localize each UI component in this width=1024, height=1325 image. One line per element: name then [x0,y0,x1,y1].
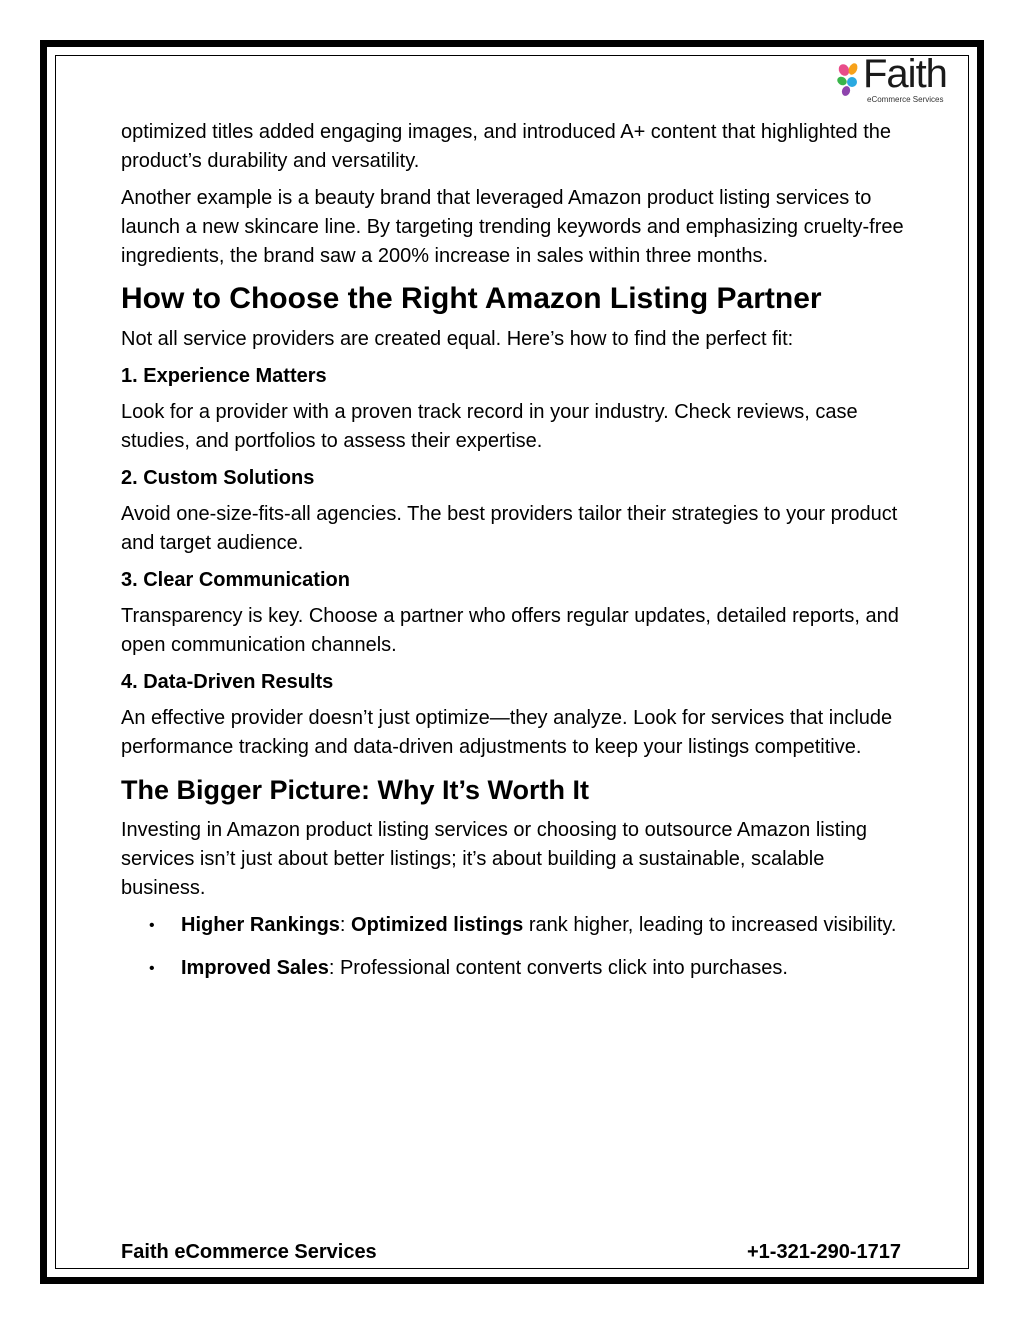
benefits-list [121,911,911,983]
bullet-icon: • [149,960,155,977]
logo-wordmark: Faith [863,52,947,96]
paragraph-data-driven: An effective provider doesn’t just optimize—they analyze. Look for services that include performance tracking and data-driven adjustments to keep your listings competitive. [121,707,893,758]
bullet-label: Improved Sales [181,957,329,979]
bullet-separator: : [339,914,352,936]
bullet-separator: : [328,957,340,979]
page-footer [121,1238,901,1266]
flower-logo-icon [835,60,863,100]
section-intro-partner: Not all service providers are created equal. Here’s how to find the perfect fit: [121,328,794,350]
subheading-experience: 1. Experience Matters [121,365,327,387]
subheading-data-driven: 4. Data-Driven Results [121,671,334,693]
logo-tagline: eCommerce Services [867,95,944,104]
faith-logo [835,52,965,108]
paragraph-communication: Transparency is key. Choose a partner who offers regular updates, detailed reports, and open communication channels. [121,605,899,656]
section-heading-bigger-picture: The Bigger Picture: Why It’s Worth It [121,775,590,805]
paragraph-custom-solutions: Avoid one-size-fits-all agencies. The best providers tailor their strategies to your product and target audience. [121,503,898,554]
list-item [121,954,911,983]
footer-company: Faith eCommerce Services [121,1241,377,1263]
bullet-icon: • [149,917,155,934]
intro-paragraph-1: optimized titles added engaging images, and introduced A+ content that highlighted the product’s durability and versatility. [121,121,891,172]
section-intro-bigger-picture: Investing in Amazon product listing services or choosing to outsource Amazon listing services isn’t just about better listings; it’s about building a sustainable, scalable business. [121,819,867,899]
page-content [121,118,911,997]
subheading-communication: 3. Clear Communication [121,569,350,591]
subheading-custom-solutions: 2. Custom Solutions [121,467,315,489]
bullet-bold-lead: Optimized listings [351,914,524,936]
footer-phone: +1-321-290-1717 [746,1241,901,1263]
intro-paragraph-2: Another example is a beauty brand that leveraged Amazon product listing services to launch a new skincare line. By targeting trending keywords and emphasizing cruelty-free ingredients, the brand saw a 200% increase in sales within three months. [121,187,904,267]
bullet-text: Professional content converts click into purchases. [339,957,788,979]
bullet-label: Higher Rankings [181,914,340,936]
bullet-text: rank higher, leading to increased visibility. [523,914,897,936]
paragraph-experience: Look for a provider with a proven track record in your industry. Check reviews, case studies, and portfolios to assess their expertise. [121,401,858,452]
list-item [121,911,911,940]
section-heading-partner: How to Choose the Right Amazon Listing Partner [121,282,822,315]
